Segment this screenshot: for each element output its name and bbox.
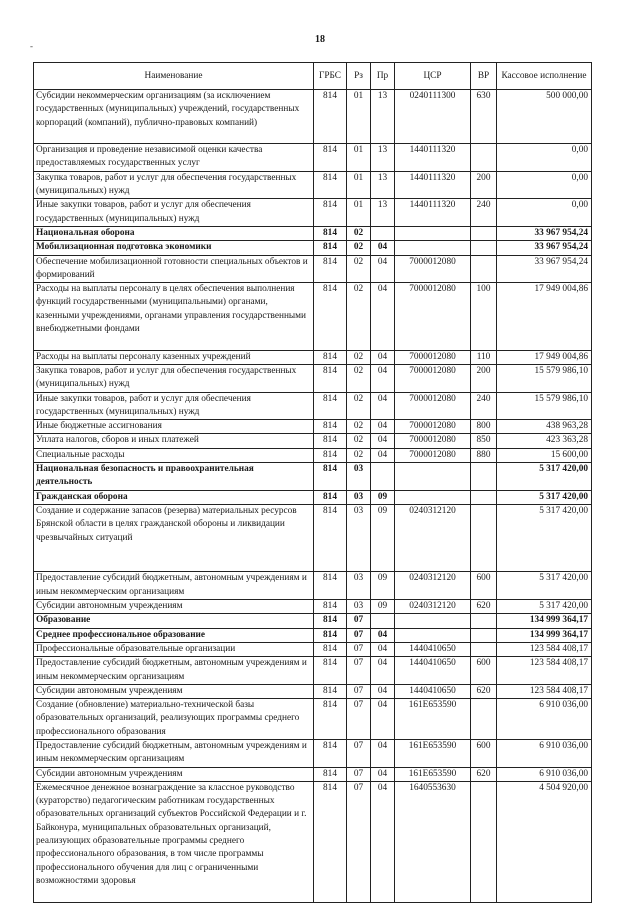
cell-rz: 03: [347, 504, 371, 572]
cell-csr: [395, 614, 471, 628]
cell-name: Иные бюджетные ассигнования: [34, 420, 314, 434]
cell-amount: 15 579 986,10: [497, 392, 592, 420]
table-row: [34, 350, 592, 364]
cell-rz: 02: [347, 364, 371, 392]
cell-pr: 04: [371, 350, 395, 364]
cell-rz: 02: [347, 392, 371, 420]
cell-pr: 04: [371, 392, 395, 420]
cell-amount: 5 317 420,00: [497, 463, 592, 491]
cell-name: Национальная безопасность и правоохранительная деятельность: [34, 463, 314, 491]
cell-amount: 134 999 364,17: [497, 614, 592, 628]
cell-rz: 02: [347, 226, 371, 240]
cell-rz: 07: [347, 684, 371, 698]
cell-pr: 09: [371, 572, 395, 600]
table-row: [34, 699, 592, 740]
cell-name: Иные закупки товаров, работ и услуг для обеспечения государственных (муниципальных) нужд: [34, 199, 314, 227]
cell-grbs: 814: [314, 283, 347, 351]
header-name: Наименование: [34, 63, 314, 90]
table-row: [34, 642, 592, 656]
cell-name: Организация и проведение независимой оценки качества предоставляемых государственных услуг: [34, 144, 314, 172]
cell-csr: 7000012080: [395, 434, 471, 448]
cell-vr: [471, 699, 497, 740]
table-row: [34, 572, 592, 600]
cell-csr: 1440111320: [395, 199, 471, 227]
cell-grbs: 814: [314, 739, 347, 767]
cell-amount: 5 317 420,00: [497, 490, 592, 504]
cell-csr: 7000012080: [395, 420, 471, 434]
cell-csr: [395, 226, 471, 240]
cell-vr: [471, 241, 497, 255]
cell-csr: 161E653590: [395, 739, 471, 767]
cell-vr: [471, 781, 497, 902]
cell-amount: 0,00: [497, 171, 592, 199]
cell-csr: [395, 463, 471, 491]
cell-pr: 04: [371, 767, 395, 781]
cell-vr: 200: [471, 171, 497, 199]
cell-csr: 161E653590: [395, 767, 471, 781]
cell-csr: [395, 628, 471, 642]
cell-vr: [471, 504, 497, 572]
cell-vr: 620: [471, 767, 497, 781]
cell-name: Уплата налогов, сборов и иных платежей: [34, 434, 314, 448]
cell-grbs: 814: [314, 392, 347, 420]
cell-rz: 07: [347, 781, 371, 902]
cell-rz: 07: [347, 642, 371, 656]
cell-pr: 04: [371, 241, 395, 255]
cell-grbs: 814: [314, 90, 347, 144]
cell-name: Субсидии некоммерческим организациям (за исключением государственных (муниципальных) учреждений, государственных корпораций (компаний), публично-правовых компаний): [34, 90, 314, 144]
cell-pr: 09: [371, 600, 395, 614]
header-execution: Кассовое исполнение: [497, 63, 592, 90]
cell-pr: 04: [371, 283, 395, 351]
cell-amount: 500 000,00: [497, 90, 592, 144]
cell-grbs: 814: [314, 241, 347, 255]
cell-pr: 04: [371, 448, 395, 462]
cell-amount: 33 967 954,24: [497, 241, 592, 255]
cell-grbs: 814: [314, 420, 347, 434]
cell-name: Расходы на выплаты персоналу в целях обеспечения выполнения функций государственными (муниципальными) органами, казенными учреждениями, органами управления государственными внебюджетными фондами: [34, 283, 314, 351]
cell-grbs: 814: [314, 600, 347, 614]
cell-vr: [471, 255, 497, 283]
cell-rz: 07: [347, 628, 371, 642]
cell-name: Создание и содержание запасов (резерва) материальных ресурсов Брянской области в целях гражданской обороны и ликвидации чрезвычайных ситуаций: [34, 504, 314, 572]
cell-vr: [471, 642, 497, 656]
table-row: [34, 226, 592, 240]
cell-pr: 09: [371, 504, 395, 572]
cell-csr: 7000012080: [395, 392, 471, 420]
page-number: 18: [315, 34, 325, 45]
cell-grbs: 814: [314, 684, 347, 698]
cell-pr: 04: [371, 420, 395, 434]
table-row: [34, 448, 592, 462]
cell-amount: 33 967 954,24: [497, 255, 592, 283]
header-csr: ЦСР: [395, 63, 471, 90]
cell-pr: 04: [371, 434, 395, 448]
cell-csr: 0240312120: [395, 572, 471, 600]
header-vr: ВР: [471, 63, 497, 90]
cell-csr: 7000012080: [395, 448, 471, 462]
cell-name: Национальная оборона: [34, 226, 314, 240]
cell-grbs: 814: [314, 490, 347, 504]
table-row: [34, 90, 592, 144]
cell-rz: 07: [347, 767, 371, 781]
cell-csr: 1440410650: [395, 642, 471, 656]
cell-rz: 02: [347, 241, 371, 255]
cell-grbs: 814: [314, 781, 347, 902]
cell-pr: 09: [371, 490, 395, 504]
cell-name: Предоставление субсидий бюджетным, автономным учреждениям и иным некоммерческим организациям: [34, 657, 314, 685]
table-row: [34, 420, 592, 434]
cell-name: Мобилизационная подготовка экономики: [34, 241, 314, 255]
cell-amount: 15 600,00: [497, 448, 592, 462]
cell-grbs: 814: [314, 255, 347, 283]
cell-amount: 6 910 036,00: [497, 699, 592, 740]
table-row: [34, 171, 592, 199]
cell-vr: 600: [471, 657, 497, 685]
cell-name: Закупка товаров, работ и услуг для обеспечения государственных (муниципальных) нужд: [34, 364, 314, 392]
cell-rz: 07: [347, 739, 371, 767]
table-row: [34, 504, 592, 572]
cell-grbs: 814: [314, 350, 347, 364]
cell-name: Предоставление субсидий бюджетным, автономным учреждениям и иным некоммерческим организациям: [34, 572, 314, 600]
cell-vr: [471, 614, 497, 628]
cell-name: Среднее профессиональное образование: [34, 628, 314, 642]
cell-rz: 01: [347, 171, 371, 199]
cell-rz: 02: [347, 283, 371, 351]
cell-grbs: 814: [314, 226, 347, 240]
table-row: [34, 463, 592, 491]
cell-amount: 17 949 004,86: [497, 283, 592, 351]
table-row: [34, 684, 592, 698]
cell-amount: 5 317 420,00: [497, 572, 592, 600]
cell-grbs: 814: [314, 642, 347, 656]
cell-pr: 04: [371, 739, 395, 767]
table-row: [34, 144, 592, 172]
cell-name: Субсидии автономным учреждениям: [34, 600, 314, 614]
cell-grbs: 814: [314, 699, 347, 740]
cell-rz: 03: [347, 572, 371, 600]
table-row: [34, 657, 592, 685]
table-row: [34, 283, 592, 351]
cell-name: Субсидии автономным учреждениям: [34, 767, 314, 781]
cell-amount: 438 963,28: [497, 420, 592, 434]
cell-pr: 04: [371, 255, 395, 283]
cell-csr: [395, 241, 471, 255]
cell-grbs: 814: [314, 448, 347, 462]
cell-name: Образование: [34, 614, 314, 628]
cell-amount: 6 910 036,00: [497, 767, 592, 781]
cell-rz: 03: [347, 600, 371, 614]
cell-name: Обеспечение мобилизационной готовности специальных объектов и формирований: [34, 255, 314, 283]
cell-rz: 07: [347, 699, 371, 740]
cell-amount: 33 967 954,24: [497, 226, 592, 240]
cell-name: Предоставление субсидий бюджетным, автономным учреждениям и иным некоммерческим организациям: [34, 739, 314, 767]
cell-amount: 5 317 420,00: [497, 504, 592, 572]
cell-amount: 5 317 420,00: [497, 600, 592, 614]
cell-name: Создание (обновление) материально-технической базы образовательных организаций, реализующих программы среднего профессионального образования: [34, 699, 314, 740]
cell-rz: 01: [347, 144, 371, 172]
cell-rz: 07: [347, 614, 371, 628]
cell-rz: 02: [347, 420, 371, 434]
cell-vr: 240: [471, 199, 497, 227]
cell-pr: 04: [371, 628, 395, 642]
cell-rz: 03: [347, 463, 371, 491]
cell-name: Закупка товаров, работ и услуг для обеспечения государственных (муниципальных) нужд: [34, 171, 314, 199]
cell-amount: 4 504 920,00: [497, 781, 592, 902]
cell-vr: 240: [471, 392, 497, 420]
cell-pr: [371, 463, 395, 491]
cell-rz: 02: [347, 350, 371, 364]
cell-vr: 600: [471, 739, 497, 767]
cell-csr: 161E653590: [395, 699, 471, 740]
corner-mark: -: [30, 41, 33, 51]
cell-amount: 6 910 036,00: [497, 739, 592, 767]
cell-pr: [371, 226, 395, 240]
cell-grbs: 814: [314, 171, 347, 199]
cell-vr: [471, 463, 497, 491]
table-row: [34, 434, 592, 448]
cell-vr: 800: [471, 420, 497, 434]
header-grbs: ГРБС: [314, 63, 347, 90]
cell-pr: 04: [371, 699, 395, 740]
cell-name: Профессиональные образовательные организации: [34, 642, 314, 656]
cell-name: Субсидии автономным учреждениям: [34, 684, 314, 698]
cell-rz: 01: [347, 90, 371, 144]
cell-csr: 1440410650: [395, 657, 471, 685]
cell-csr: 0240111300: [395, 90, 471, 144]
cell-csr: 1640553630: [395, 781, 471, 902]
cell-pr: 04: [371, 684, 395, 698]
cell-csr: 7000012080: [395, 255, 471, 283]
table-row: [34, 628, 592, 642]
budget-execution-table: [33, 62, 592, 903]
cell-grbs: 814: [314, 657, 347, 685]
cell-amount: 15 579 986,10: [497, 364, 592, 392]
cell-amount: 134 999 364,17: [497, 628, 592, 642]
cell-csr: 7000012080: [395, 350, 471, 364]
table-row: [34, 600, 592, 614]
cell-grbs: 814: [314, 199, 347, 227]
cell-grbs: 814: [314, 767, 347, 781]
cell-name: Расходы на выплаты персоналу казенных учреждений: [34, 350, 314, 364]
cell-name: Ежемесячное денежное вознаграждение за классное руководство (кураторство) педагогическим работникам государственных образовательных организаций субъектов Российской Федерации и г. Байконура, муниципальных образовательных организаций, реализующих образовательные программы среднего профессионального образования, в том числе программы профессионального обучения для лиц с ограниченными возможностями здоровья: [34, 781, 314, 902]
cell-amount: 423 363,28: [497, 434, 592, 448]
table-row: [34, 199, 592, 227]
cell-rz: 02: [347, 255, 371, 283]
cell-pr: 04: [371, 642, 395, 656]
cell-csr: 0240312120: [395, 600, 471, 614]
cell-vr: [471, 226, 497, 240]
table-row: [34, 490, 592, 504]
cell-csr: 1440410650: [395, 684, 471, 698]
cell-amount: 123 584 408,17: [497, 657, 592, 685]
table-row: [34, 767, 592, 781]
table-row: [34, 241, 592, 255]
cell-vr: 200: [471, 364, 497, 392]
table-row: [34, 781, 592, 902]
cell-vr: 630: [471, 90, 497, 144]
cell-rz: 02: [347, 434, 371, 448]
cell-name: Специальные расходы: [34, 448, 314, 462]
cell-amount: 0,00: [497, 199, 592, 227]
cell-vr: [471, 144, 497, 172]
cell-csr: 7000012080: [395, 364, 471, 392]
table-row: [34, 614, 592, 628]
table-header-row: [34, 63, 592, 90]
cell-csr: 1440111320: [395, 171, 471, 199]
cell-pr: 13: [371, 90, 395, 144]
cell-grbs: 814: [314, 434, 347, 448]
cell-name: Иные закупки товаров, работ и услуг для обеспечения государственных (муниципальных) нужд: [34, 392, 314, 420]
cell-grbs: 814: [314, 364, 347, 392]
table-body: [34, 90, 592, 903]
cell-vr: 100: [471, 283, 497, 351]
cell-vr: 110: [471, 350, 497, 364]
cell-pr: 13: [371, 171, 395, 199]
cell-grbs: 814: [314, 614, 347, 628]
cell-grbs: 814: [314, 572, 347, 600]
cell-rz: 07: [347, 657, 371, 685]
table-row: [34, 255, 592, 283]
cell-csr: [395, 490, 471, 504]
cell-pr: [371, 614, 395, 628]
cell-pr: 13: [371, 199, 395, 227]
table-row: [34, 392, 592, 420]
header-pr: Пр: [371, 63, 395, 90]
cell-vr: 600: [471, 572, 497, 600]
cell-grbs: 814: [314, 144, 347, 172]
cell-amount: 0,00: [497, 144, 592, 172]
cell-amount: 123 584 408,17: [497, 642, 592, 656]
cell-pr: 04: [371, 781, 395, 902]
cell-pr: 04: [371, 657, 395, 685]
cell-pr: 13: [371, 144, 395, 172]
cell-grbs: 814: [314, 628, 347, 642]
cell-rz: 03: [347, 490, 371, 504]
cell-grbs: 814: [314, 463, 347, 491]
cell-amount: 17 949 004,86: [497, 350, 592, 364]
cell-vr: 620: [471, 684, 497, 698]
cell-csr: 7000012080: [395, 283, 471, 351]
cell-vr: [471, 628, 497, 642]
cell-pr: 04: [371, 364, 395, 392]
cell-csr: 0240312120: [395, 504, 471, 572]
header-rz: Рз: [347, 63, 371, 90]
cell-csr: 1440111320: [395, 144, 471, 172]
cell-rz: 01: [347, 199, 371, 227]
cell-rz: 02: [347, 448, 371, 462]
cell-vr: 850: [471, 434, 497, 448]
cell-grbs: 814: [314, 504, 347, 572]
cell-vr: 620: [471, 600, 497, 614]
cell-amount: 123 584 408,17: [497, 684, 592, 698]
table-row: [34, 739, 592, 767]
cell-vr: [471, 490, 497, 504]
table-row: [34, 364, 592, 392]
cell-vr: 880: [471, 448, 497, 462]
cell-name: Гражданская оборона: [34, 490, 314, 504]
